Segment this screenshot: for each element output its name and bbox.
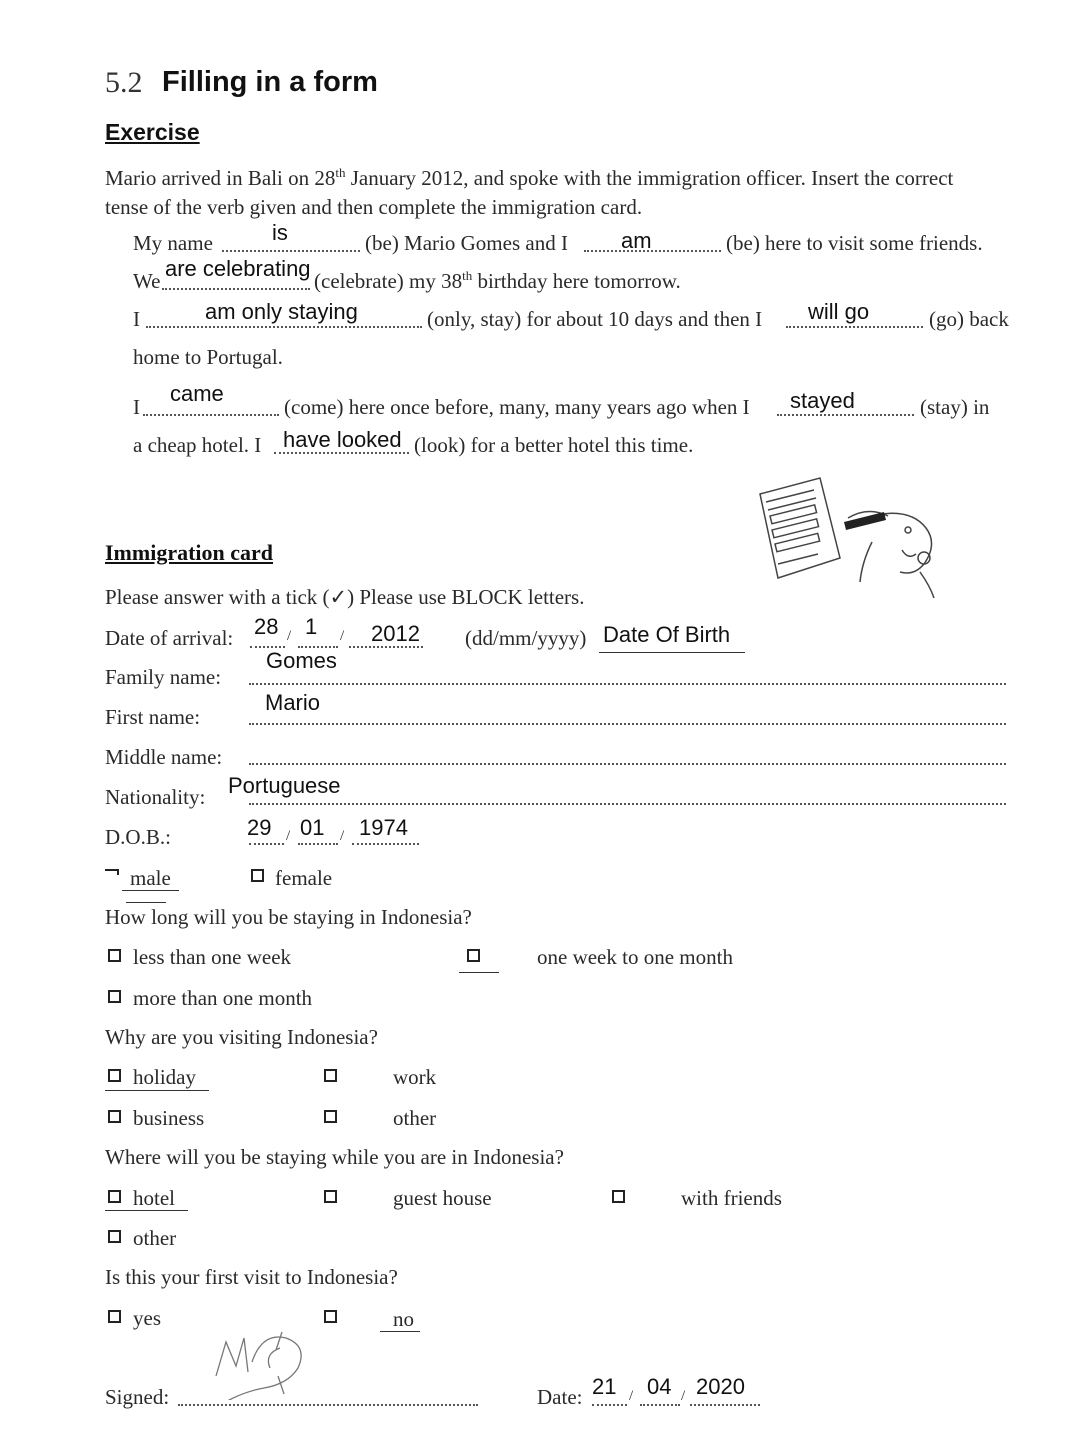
exercise-intro (105, 166, 953, 191)
intro-text-2: January 2012, and spoke with the immigration officer. Insert the correct (345, 166, 954, 190)
first-blank[interactable] (249, 723, 1006, 725)
hotel-checkbox[interactable] (108, 1190, 121, 1203)
q-where: Where will you be staying while you are in Indonesia? (105, 1145, 564, 1169)
line2-a: We (133, 269, 161, 293)
other2-label: other (133, 1226, 177, 1250)
family-value[interactable]: Gomes (266, 648, 337, 673)
date-label: Date: (537, 1385, 583, 1409)
hotel-underline (105, 1210, 188, 1211)
answer-1[interactable]: is (272, 220, 288, 245)
date-year-blank[interactable] (690, 1404, 760, 1406)
no-underline (380, 1331, 420, 1332)
blank-1[interactable] (222, 250, 360, 252)
answer-3[interactable]: are celebrating (165, 256, 311, 281)
female-label: female (275, 866, 333, 890)
line6-a: a cheap hotel. I (133, 433, 262, 457)
other-label: other (393, 1106, 437, 1130)
exercise-heading: Exercise (105, 119, 200, 145)
dob-year[interactable]: 1974 (359, 815, 408, 840)
line5-a: I (133, 395, 140, 419)
answer-8[interactable]: have looked (283, 427, 402, 452)
q-why: Why are you visiting Indonesia? (105, 1025, 378, 1049)
work-label: work (393, 1065, 437, 1089)
arrival-label: Date of arrival: (105, 626, 234, 650)
less-week-label: less than one week (133, 945, 292, 969)
dob-month-blank[interactable] (298, 843, 338, 845)
date-format: (dd/mm/yyyy) (465, 626, 587, 650)
work-checkbox[interactable] (324, 1069, 337, 1082)
first-label: First name: (105, 705, 201, 729)
line2-c-text: birthday here tomorrow. (472, 269, 681, 293)
family-blank[interactable] (249, 683, 1006, 685)
slash-2: / (340, 628, 345, 644)
line3-a: I (133, 307, 140, 331)
date-month-blank[interactable] (640, 1404, 680, 1406)
nationality-blank[interactable] (249, 803, 1006, 805)
answer-6[interactable]: came (170, 381, 224, 406)
line5-c: (stay) in (920, 395, 990, 419)
intro-sup: th (335, 165, 346, 180)
nationality-value[interactable]: Portuguese (228, 773, 341, 798)
business-checkbox[interactable] (108, 1110, 121, 1123)
yes-label: yes (133, 1306, 161, 1330)
arrival-year[interactable]: 2012 (371, 621, 420, 646)
first-value[interactable]: Mario (265, 690, 321, 715)
middle-blank[interactable] (249, 763, 1006, 765)
slash-4: / (340, 828, 345, 844)
line1-a: My name (133, 231, 213, 255)
week-month-label: one week to one month (537, 945, 733, 969)
holiday-label: holiday (133, 1065, 196, 1089)
holiday-underline (105, 1090, 209, 1091)
week-month-underline (459, 972, 499, 973)
dob-month[interactable]: 01 (300, 815, 325, 840)
no-label: no (393, 1307, 414, 1331)
line3-c: (go) back (929, 307, 1009, 331)
guest-house-label: guest house (393, 1186, 492, 1210)
q-first-visit: Is this your first visit to Indonesia? (105, 1265, 398, 1289)
male-checkbox-partial-icon[interactable] (105, 869, 119, 875)
yes-checkbox[interactable] (108, 1310, 121, 1323)
line1-c: (be) here to visit some friends. (726, 231, 983, 255)
line3-b: (only, stay) for about 10 days and then I (427, 307, 763, 331)
line1-b: (be) Mario Gomes and I (365, 231, 568, 255)
dob-label: D.O.B.: (105, 825, 171, 849)
no-checkbox[interactable] (324, 1310, 337, 1323)
blank-4[interactable] (146, 326, 422, 328)
line4: home to Portugal. (133, 345, 283, 369)
hotel-label: hotel (133, 1186, 175, 1210)
date-day[interactable]: 21 (592, 1374, 617, 1399)
signature-blank[interactable] (178, 1404, 478, 1406)
with-friends-label: with friends (681, 1186, 782, 1210)
slash-3: / (286, 828, 291, 844)
page-title: Filling in a form (162, 66, 378, 98)
blank-3[interactable] (162, 288, 310, 290)
family-label: Family name: (105, 665, 222, 689)
less-week-checkbox[interactable] (108, 949, 121, 962)
card-heading: Immigration card (105, 540, 274, 565)
male-label: male (130, 866, 171, 890)
date-year[interactable]: 2020 (696, 1374, 745, 1399)
answer-4[interactable]: am only staying (205, 299, 358, 324)
signature[interactable] (212, 1328, 312, 1400)
intro-text-1: Mario arrived in Bali on 28 (105, 166, 336, 190)
guest-house-checkbox[interactable] (324, 1190, 337, 1203)
slash-6: / (681, 1388, 686, 1404)
male-underline (122, 890, 179, 891)
dob-year-blank[interactable] (352, 843, 419, 845)
week-month-checkbox[interactable] (467, 949, 480, 962)
blank-5[interactable] (786, 326, 923, 328)
slash-1: / (287, 628, 292, 644)
signed-label: Signed: (105, 1385, 170, 1409)
business-label: business (133, 1106, 205, 1130)
with-friends-checkbox[interactable] (612, 1190, 625, 1203)
blank-2[interactable] (584, 250, 721, 252)
answer-5[interactable]: will go (808, 299, 870, 324)
person-filling-form-icon (752, 472, 952, 602)
line6-b: (look) for a better hotel this time. (414, 433, 694, 457)
other2-checkbox[interactable] (108, 1230, 121, 1243)
q-stay-length: How long will you be staying in Indonesia? (105, 905, 472, 929)
arrival-month[interactable]: 1 (305, 614, 318, 639)
nationality-label: Nationality: (105, 785, 206, 809)
line2-b-text: (celebrate) my 38 (314, 269, 463, 293)
dob-day[interactable]: 29 (247, 815, 272, 840)
card-instructions: Please answer with a tick (✓) Please use BLOCK letters. (105, 585, 585, 609)
blank-6[interactable] (143, 414, 279, 416)
male-underline-2 (126, 902, 166, 903)
more-month-label: more than one month (133, 986, 313, 1010)
line2-sup: th (462, 268, 473, 283)
slash-5: / (629, 1388, 634, 1404)
dob-note-underline (599, 652, 745, 653)
line2-b (314, 269, 681, 294)
exercise-intro-line2: tense of the verb given and then complete the immigration card. (105, 195, 643, 219)
holiday-checkbox[interactable] (108, 1069, 121, 1082)
more-month-checkbox[interactable] (108, 990, 121, 1003)
date-day-blank[interactable] (592, 1404, 627, 1406)
line5-b: (come) here once before, many, many years ago when I (284, 395, 750, 419)
middle-label: Middle name: (105, 745, 223, 769)
date-month[interactable]: 04 (647, 1374, 672, 1399)
dob-day-blank[interactable] (249, 843, 284, 845)
answer-2[interactable]: am (621, 228, 652, 253)
answer-7[interactable]: stayed (790, 388, 855, 413)
arrival-day[interactable]: 28 (254, 614, 279, 639)
female-checkbox[interactable] (251, 869, 264, 882)
dob-note: Date Of Birth (603, 622, 731, 647)
other-checkbox[interactable] (324, 1110, 337, 1123)
section-number: 5.2 (105, 66, 143, 99)
blank-7[interactable] (777, 414, 914, 416)
